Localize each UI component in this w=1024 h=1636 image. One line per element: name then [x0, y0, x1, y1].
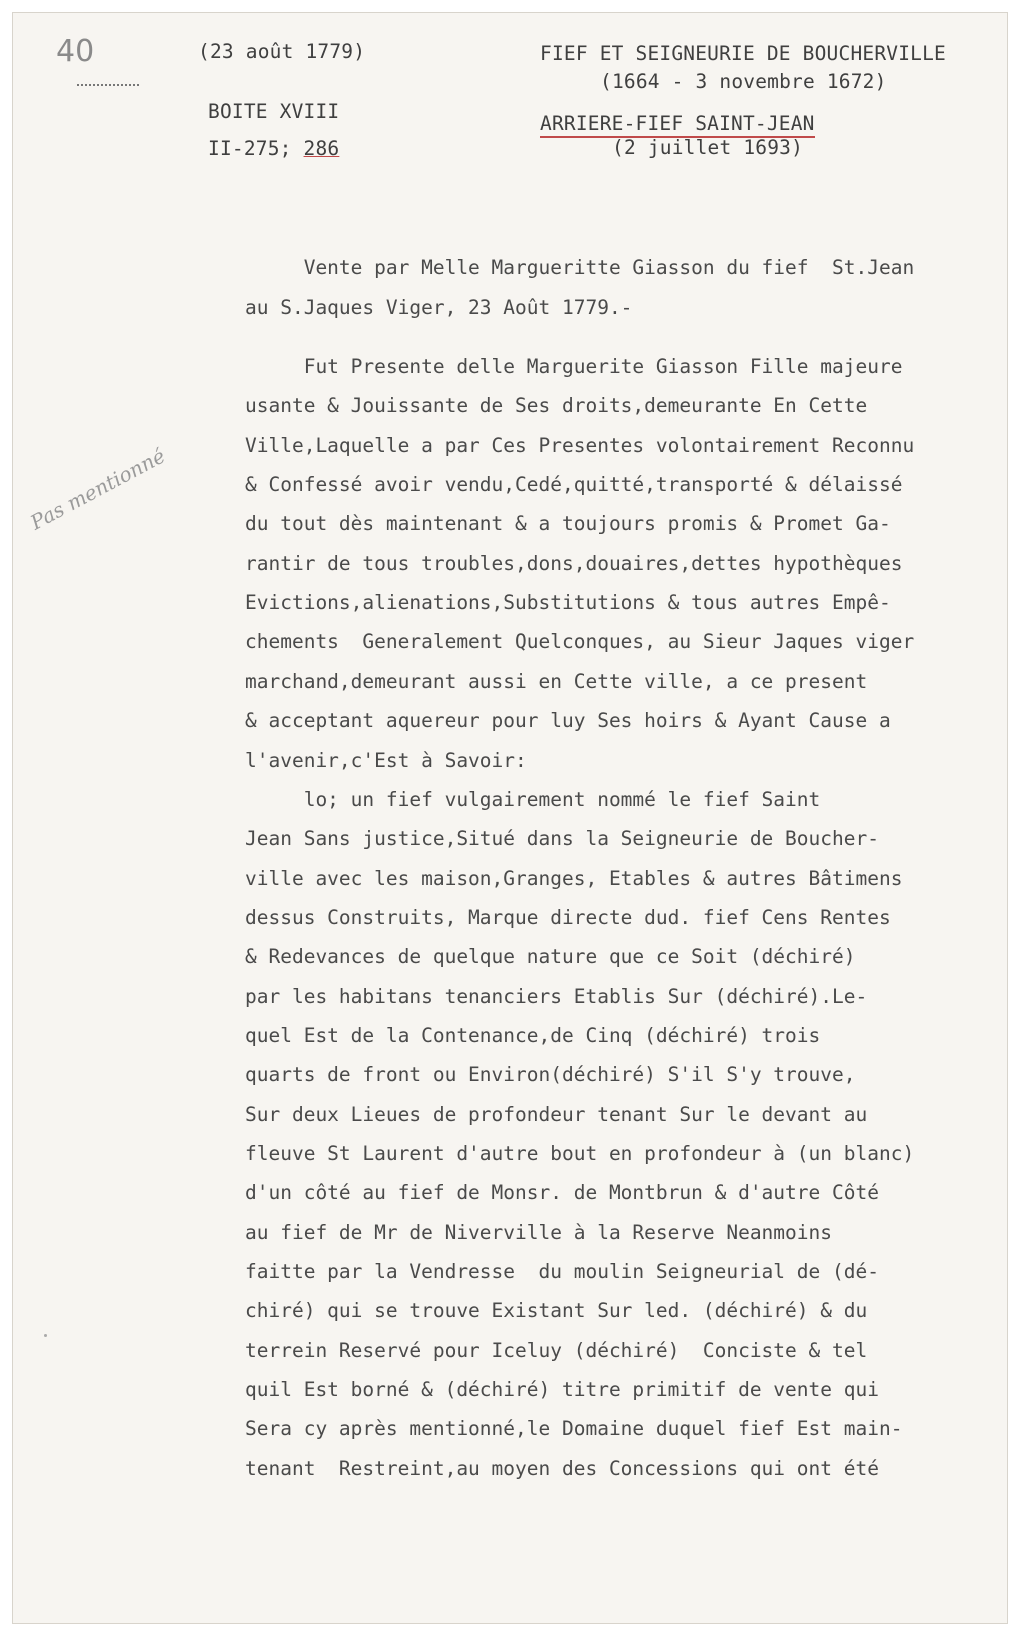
body-line: d'un côté au fief de Monsr. de Montbrun & d'autre Côté	[245, 1181, 879, 1205]
page-number: 40	[56, 34, 95, 69]
body-line: marchand,demeurant aussi en Cette ville, a ce present	[245, 669, 868, 693]
body-line: terrein Reservé pour Iceluy (déchiré) Conciste & tel	[245, 1338, 868, 1362]
body-line: chements Generalement Quelconques, au Sieur Jaques viger	[245, 630, 915, 654]
body-line: usante & Jouissante de Ses droits,demeurante En Cette	[245, 394, 868, 418]
document-page	[12, 12, 1008, 1624]
margin-handwritten-note: Pas mentionné	[26, 443, 170, 535]
body-line: faitte par la Vendresse du moulin Seigneurial de (dé-	[245, 1260, 879, 1284]
arriere-fief-label: ARRIERE-FIEF SAINT-JEAN	[540, 112, 815, 138]
body-line: Ville,Laquelle a par Ces Presentes volontairement Reconnu	[245, 433, 915, 457]
body-line: & Redevances de quelque nature que ce Soit (déchiré)	[245, 945, 856, 969]
body-line: Fut Presente delle Marguerite Giasson Fille majeure	[245, 355, 903, 378]
body-line: quel Est de la Contenance,de Cinq (déchiré) trois	[245, 1023, 821, 1047]
body-line: ville avec les maison,Granges, Etables & autres Bâtimens	[245, 866, 903, 890]
body-line: Sur deux Lieues de profondeur tenant Sur le devant au	[245, 1102, 868, 1126]
reference-prefix: II-275;	[208, 137, 304, 160]
body-line: du tout dès maintenant & a toujours promis & Promet Ga-	[245, 512, 891, 536]
body-line: lo; un fief vulgairement nommé le fief Saint	[245, 787, 821, 811]
body-line: l'avenir,c'Est à Savoir:	[245, 748, 527, 772]
body-line: quil Est borné & (déchiré) titre primitif de vente qui	[245, 1378, 879, 1402]
record-date: (23 août 1779)	[198, 40, 366, 63]
body-line: Evictions,alienations,Substitutions & tous autres Empê-	[245, 591, 891, 615]
body-line: rantir de tous troubles,dons,douaires,dettes hypothèques	[245, 551, 903, 575]
arriere-fief-title	[540, 112, 815, 135]
reference-number	[208, 137, 339, 160]
reference-page: 286	[303, 137, 340, 160]
body-line: & Confessé avoir vendu,Cedé,quitté,transporté & délaissé	[245, 473, 903, 497]
body-line: Vente par Melle Margueritte Giasson du fief St.Jean	[245, 256, 915, 279]
fief-dates: (1664 - 3 novembre 1672)	[600, 70, 887, 93]
body-line: au fief de Mr de Niverville à la Reserve Neanmoins	[245, 1220, 832, 1244]
body-line: tenant Restreint,au moyen des Concessions qui ont été	[245, 1456, 879, 1480]
fief-title: FIEF ET SEIGNEURIE DE BOUCHERVILLE	[540, 42, 946, 65]
body-line: Sera cy après mentionné,le Domaine duquel fief Est main-	[245, 1417, 903, 1441]
body-line: par les habitans tenanciers Etablis Sur (déchiré).Le-	[245, 984, 868, 1008]
page-number-underline	[77, 84, 139, 86]
box-label: BOITE XVIII	[208, 100, 340, 123]
body-line: fleuve St Laurent d'autre bout en profondeur à (un blanc)	[245, 1142, 915, 1165]
body-line: dessus Construits, Marque directe dud. fief Cens Rentes	[245, 905, 891, 929]
paper-speck	[44, 1334, 47, 1337]
body-line: quarts de front ou Environ(déchiré) S'il S'y trouve,	[245, 1063, 856, 1087]
body-line: au S.Jaques Viger, 23 Août 1779.-	[245, 296, 633, 319]
body-line: & acceptant aquereur pour luy Ses hoirs & Ayant Cause a	[245, 709, 891, 733]
body-line: Jean Sans justice,Situé dans la Seigneurie de Boucher-	[245, 827, 879, 851]
body-line: chiré) qui se trouve Existant Sur led. (déchiré) & du	[245, 1299, 868, 1323]
arriere-fief-date: (2 juillet 1693)	[612, 136, 804, 159]
